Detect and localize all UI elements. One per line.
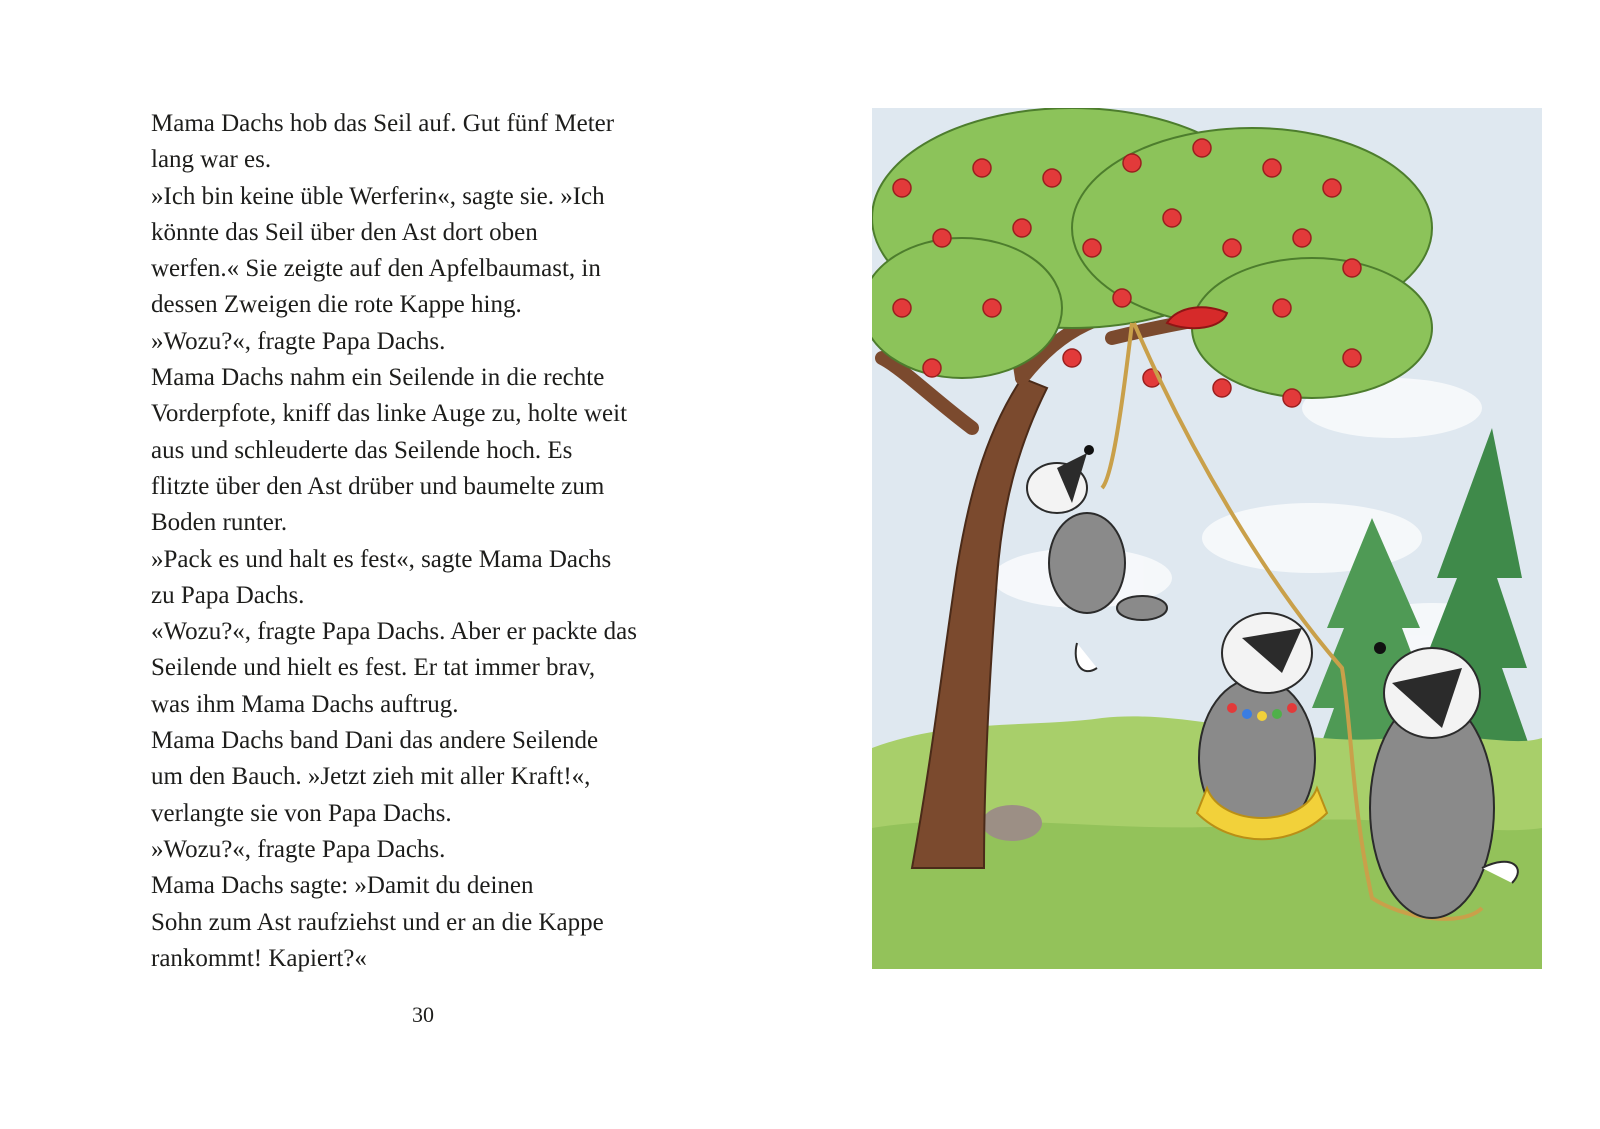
- text-line: Seilende und hielt es fest. Er tat immer brav,: [151, 654, 596, 682]
- text-line: »Pack es und halt es fest«, sagte Mama Dachs: [151, 545, 612, 573]
- text-line: aus und schleuderte das Seilende hoch. Es: [151, 436, 573, 464]
- badger-family-illustration: [872, 108, 1542, 969]
- story-text: [151, 106, 711, 977]
- text-line: was ihm Mama Dachs auftrug.: [151, 690, 459, 718]
- page-number: 30: [412, 1002, 434, 1027]
- text-line: um den Bauch. »Jetzt zieh mit aller Kraft!«,: [151, 763, 591, 791]
- text-line: rankommt! Kapiert?«: [151, 944, 367, 972]
- text-line: dessen Zweigen die rote Kappe hing.: [151, 291, 522, 319]
- text-line: Mama Dachs sagte: »Damit du deinen: [151, 872, 534, 900]
- text-line: Vorderpfote, kniff das linke Auge zu, holte weit: [151, 400, 628, 428]
- text-line: verlangte sie von Papa Dachs.: [151, 799, 452, 827]
- text-line: »Wozu?«, fragte Papa Dachs.: [151, 835, 446, 863]
- text-line: lang war es.: [151, 146, 272, 174]
- text-line: Mama Dachs band Dani das andere Seilende: [151, 727, 599, 755]
- text-line: flitzte über den Ast drüber und baumelte zum: [151, 472, 605, 500]
- text-line: könnte das Seil über den Ast dort oben: [151, 218, 538, 246]
- text-line: Sohn zum Ast raufziehst und er an die Kappe: [151, 908, 604, 936]
- text-line: Boden runter.: [151, 509, 288, 537]
- text-line: »Wozu?«, fragte Papa Dachs.: [151, 327, 446, 355]
- text-line: »Ich bin keine üble Werferin«, sagte sie. »Ich: [151, 182, 605, 210]
- text-line: werfen.« Sie zeigte auf den Apfelbaumast, in: [151, 255, 601, 283]
- text-line: Mama Dachs nahm ein Seilende in die rechte: [151, 364, 605, 392]
- stone: [982, 805, 1042, 841]
- text-line: zu Papa Dachs.: [151, 581, 305, 609]
- text-line: Mama Dachs hob das Seil auf. Gut fünf Meter: [151, 110, 615, 137]
- text-line: «Wozu?«, fragte Papa Dachs. Aber er packte das: [151, 618, 637, 646]
